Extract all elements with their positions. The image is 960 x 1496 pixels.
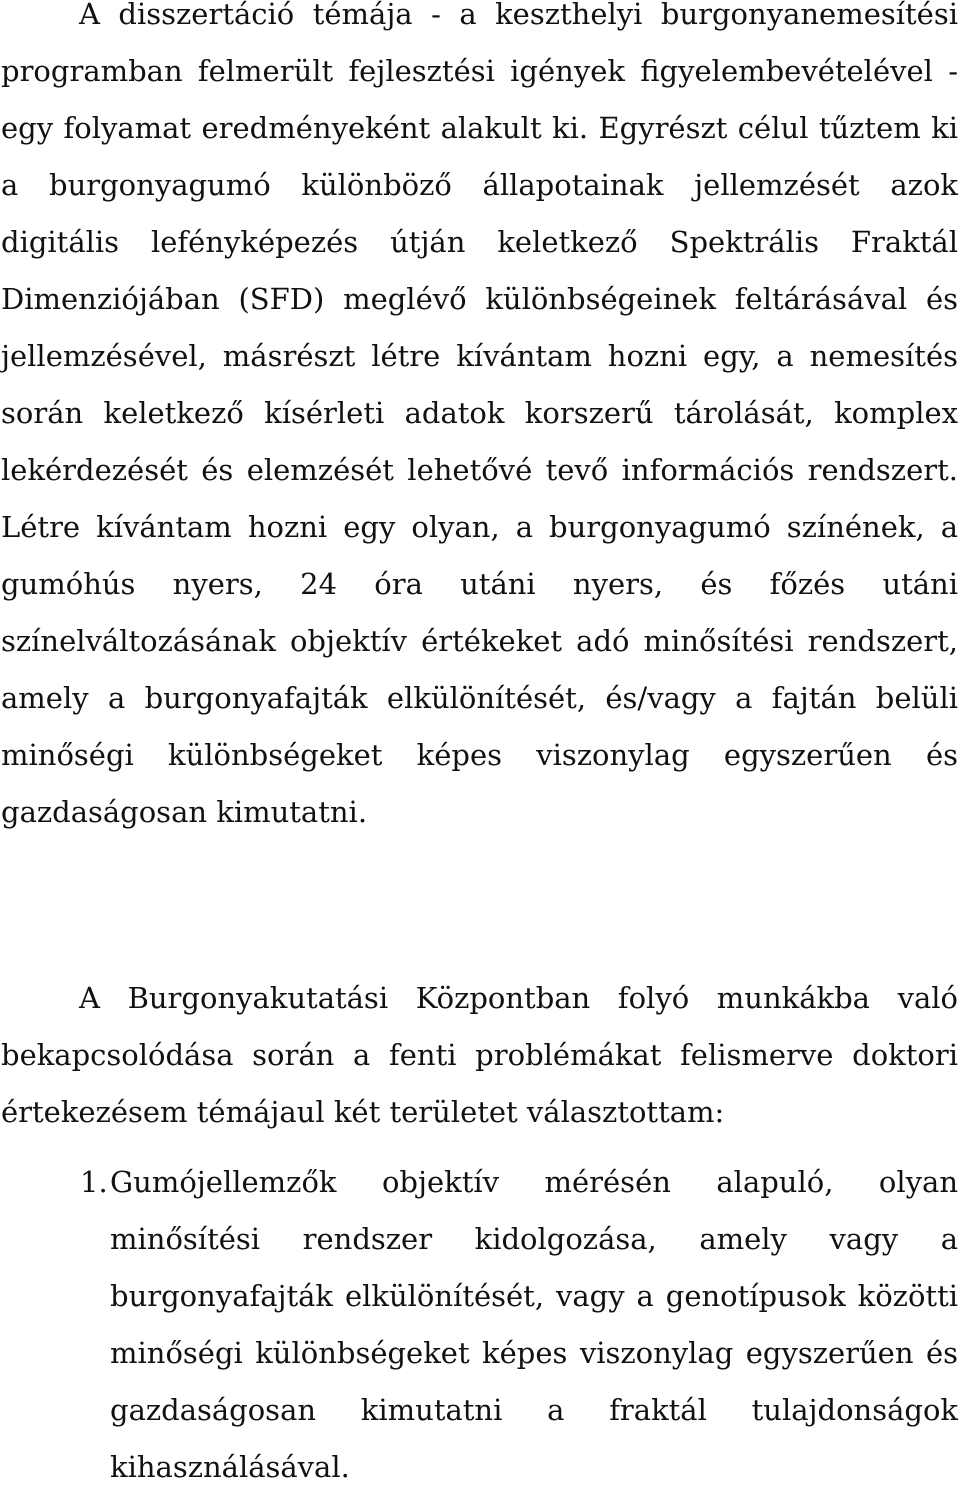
list-item-text: Gumójellemzők objektív mérésén alapuló, olyan minősítési rendszer kidolgozása, amely vagy a burgonyafajták elkülönítését, vagy a genotípusok közötti minőségi különbségeket képes viszonylag egyszerűen és gazdaságosan kimutatni a fraktál tulajdonságok kihasználásával. xyxy=(110,1165,958,1484)
paragraph-research-areas-intro: A Burgonyakutatási Központban folyó munkákba való bekapcsolódása során a fenti problémákat felismerve doktori értekezésem témájaul két területet választottam: xyxy=(1,981,958,1129)
list-item-number: 1. xyxy=(80,1165,108,1199)
list-item xyxy=(0,1154,960,1496)
paragraph-dissertation-topic: A disszertáció témája - a keszthelyi burgonyanemesítési programban felmerült fejlesztési igények figyelembevételével - egy folyamat eredményeként alakult ki. Egyrészt célul tűztem ki a burgonyagumó különböző állapotainak jellemzését azok digitális lefényképezés útján keletkező Spektrális Fraktál Dimenziójában (SFD) meglévő különbségeinek feltárásával és jellemzésével, másrészt létre kívántam hozni egy, a nemesítés során keletkező kísérleti adatok korszerű tárolását, komplex lekérdezését és elemzését lehetővé tevő információs rendszert. Létre kívántam hozni egy olyan, a burgonyagumó színének, a gumóhús nyers, 24 óra utáni nyers, és főzés utáni színelváltozásának objektív értékeket adó minősítési rendszert, amely a burgonyafajták elkülönítését, és/vagy a fajtán belüli minőségi különbségeket képes viszonylag egyszerűen és gazdaságosan kimutatni. xyxy=(1,0,958,829)
research-areas-list xyxy=(0,1154,960,1496)
